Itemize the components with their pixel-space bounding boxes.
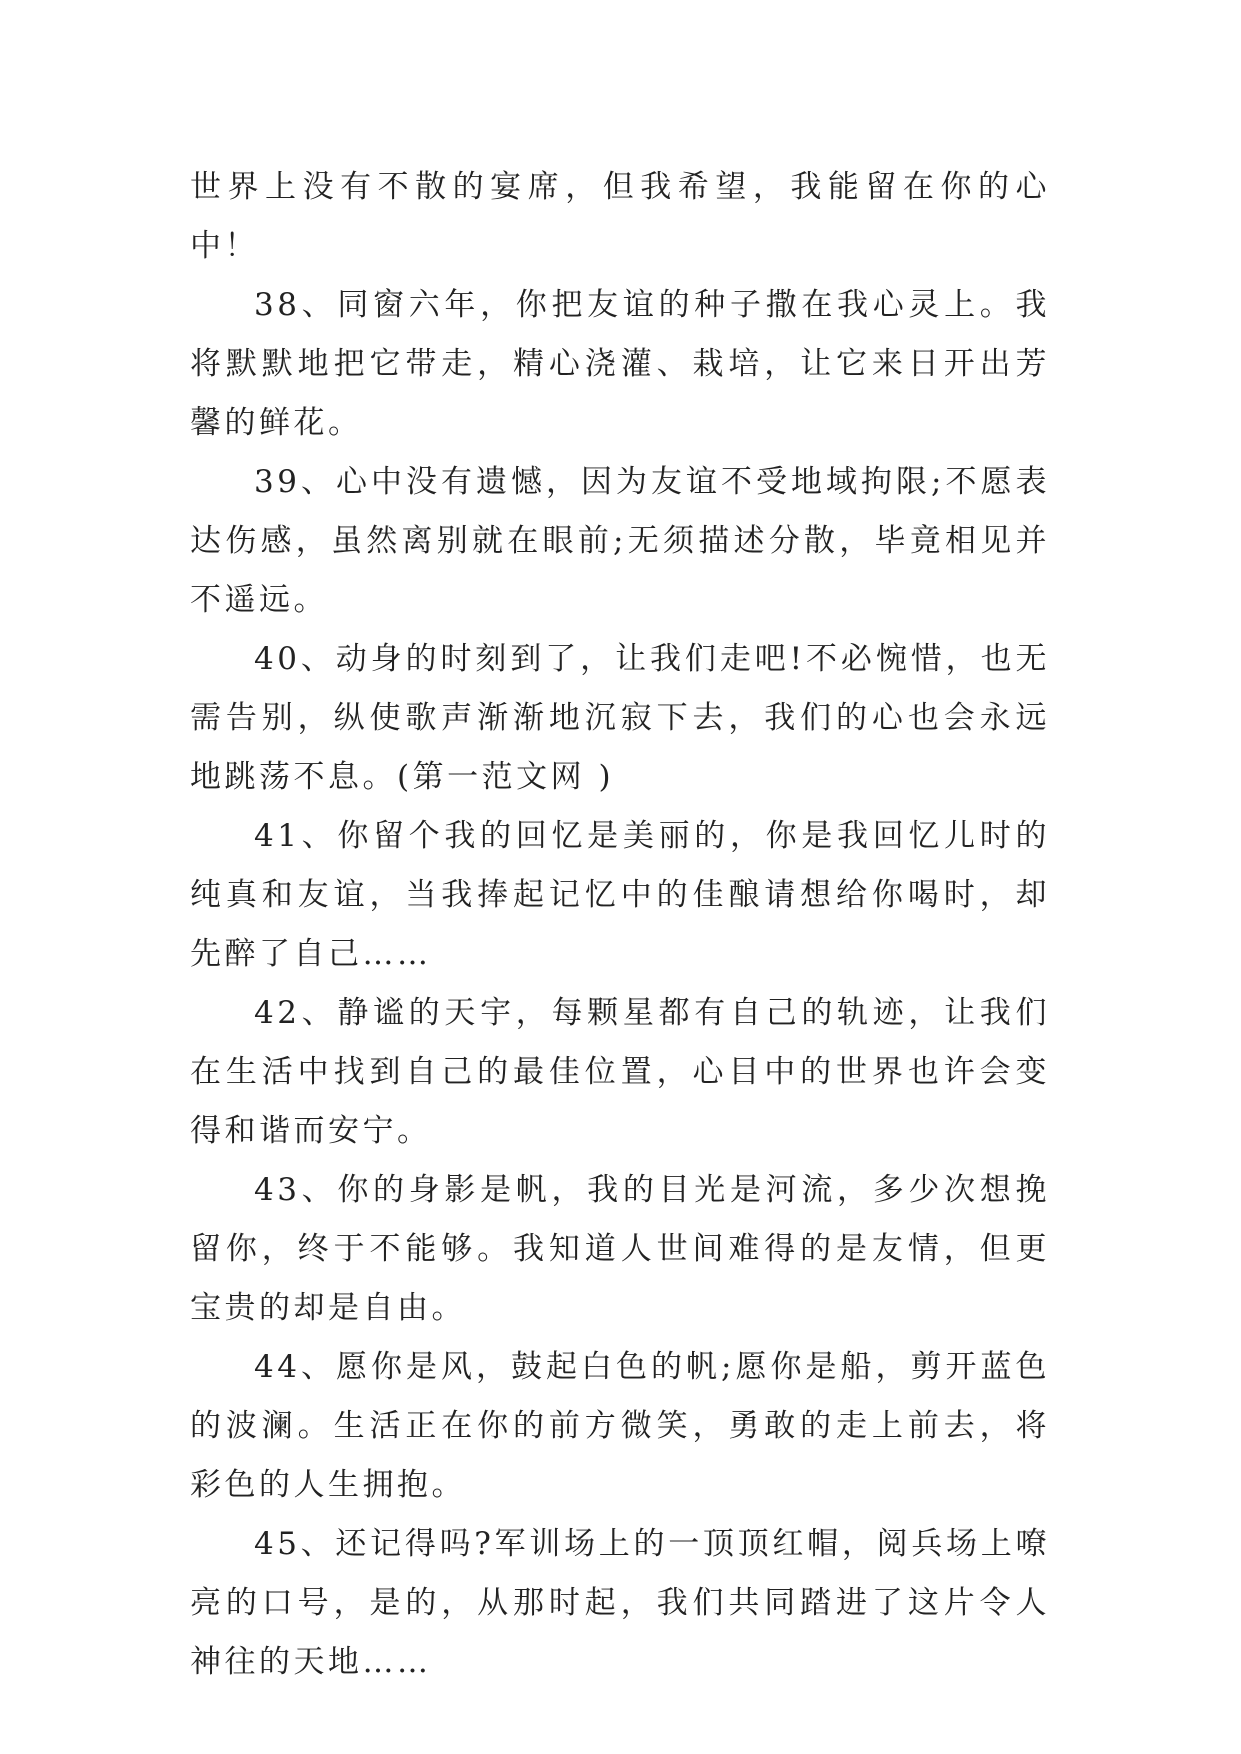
paragraph-continuation: 世界上没有不散的宴席，但我希望，我能留在你的心中！ [190, 169, 1050, 264]
paragraph-40: 40、动身的时刻到了，让我们走吧!不必惋惜，也无需告别，纵使歌声渐渐地沉寂下去，我们的心也会永远地跳荡不息。(第一范文网 ) [190, 641, 1050, 795]
paragraph-38: 38、同窗六年，你把友谊的种子撒在我心灵上。我将默默地把它带走，精心浇灌、栽培，让它来日开出芳馨的鲜花。 [190, 287, 1050, 441]
paragraph-43: 43、你的身影是帆，我的目光是河流，多少次想挽留你，终于不能够。我知道人世间难得的是友情，但更宝贵的却是自由。 [190, 1172, 1050, 1326]
document-body [190, 158, 1050, 1692]
paragraph-45: 45、还记得吗?军训场上的一顶顶红帽，阅兵场上嘹亮的口号，是的，从那时起，我们共同踏进了这片令人神往的天地…… [190, 1526, 1050, 1680]
paragraph-44: 44、愿你是风，鼓起白色的帆;愿你是船，剪开蓝色的波澜。生活正在你的前方微笑，勇敢的走上前去，将彩色的人生拥抱。 [190, 1349, 1050, 1503]
paragraph-39: 39、心中没有遗憾，因为友谊不受地域拘限;不愿表达伤感，虽然离别就在眼前;无须描述分散，毕竟相见并不遥远。 [190, 464, 1050, 618]
paragraph-41: 41、你留个我的回忆是美丽的，你是我回忆儿时的纯真和友谊，当我捧起记忆中的佳酿请想给你喝时，却先醉了自己…… [190, 818, 1050, 972]
paragraph-42: 42、静谧的天宇，每颗星都有自己的轨迹，让我们在生活中找到自己的最佳位置，心目中的世界也许会变得和谐而安宁。 [190, 995, 1050, 1149]
